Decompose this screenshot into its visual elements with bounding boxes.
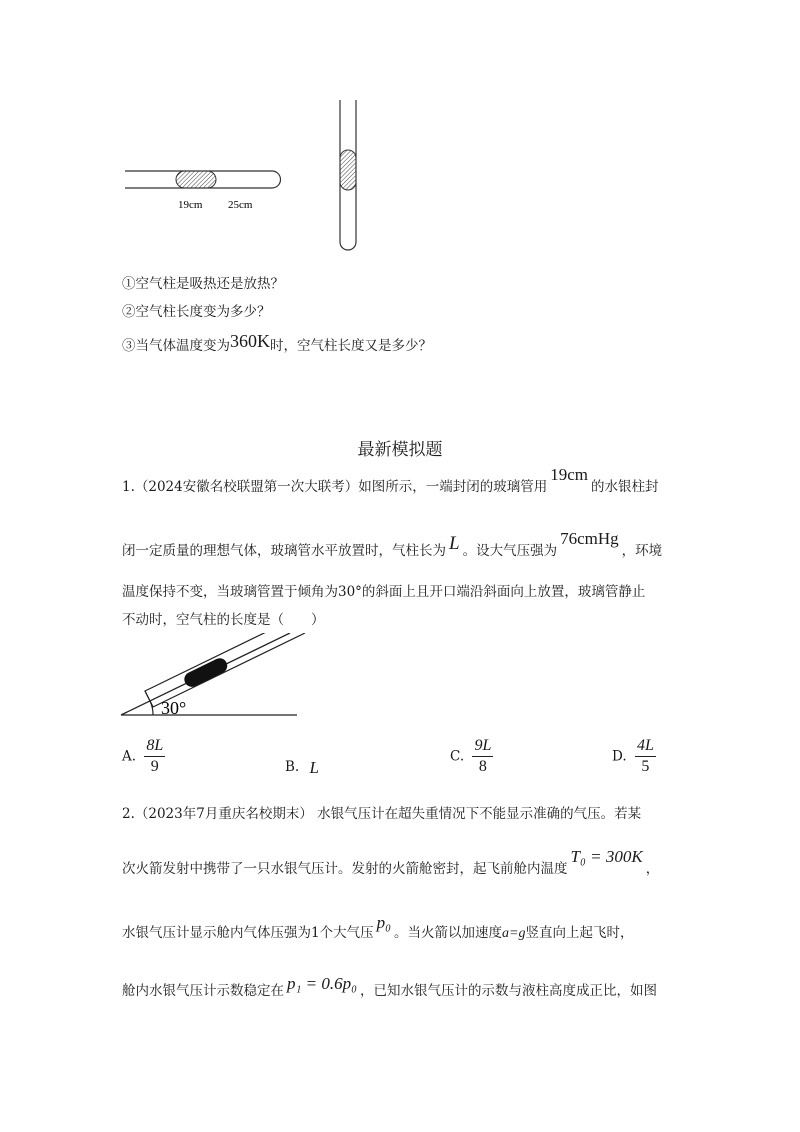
question-2: ②空气柱长度变为多少？ xyxy=(122,304,271,320)
question-3 xyxy=(122,331,432,356)
option-c-numerator: 9L xyxy=(472,736,493,757)
option-c-fraction xyxy=(472,736,493,777)
incline-figure xyxy=(115,633,305,723)
question-3-prefix: ③当气体温度变为 xyxy=(122,338,230,354)
problem-2-line-3-suffix: 竖直向上起飞时， xyxy=(525,925,634,941)
question-3-suffix: 时，空气柱长度又是多少？ xyxy=(270,338,432,354)
option-c[interactable] xyxy=(450,736,493,777)
problem-2-line-3-mid: 。当火箭以加速度 xyxy=(394,925,503,941)
cabin-pressure-formula: p₁ = 0.6p₀ xyxy=(287,974,358,993)
gas-length-variable: L xyxy=(449,533,460,554)
option-c-letter: C. xyxy=(450,748,465,765)
problem-1-line-1 xyxy=(122,465,659,497)
mercury-column xyxy=(176,171,216,188)
option-d-denominator: 5 xyxy=(641,758,650,775)
option-d-fraction xyxy=(635,736,656,777)
problem-2-line-1: 2.（2023年7月重庆名校期末） 水银气压计在超失重情况下不能显示准确的气压。若某 xyxy=(122,806,642,822)
problem-1-line-2-prefix: 闭一定质量的理想气体，玻璃管水平放置时，气柱长为 xyxy=(122,543,446,559)
problem-2-line-4-prefix: 舱内水银气压计示数稳定在 xyxy=(122,983,284,999)
problem-1-line-2-suffix: ，环境 xyxy=(621,543,663,559)
option-c-denominator: 8 xyxy=(478,758,487,775)
option-a-letter: A. xyxy=(122,748,137,765)
problem-1-line-2-mid: 。设大气压强为 xyxy=(462,543,558,559)
length-label-19cm: 19cm xyxy=(178,199,203,211)
problem-1-line-4: 不动时，空气柱的长度是（ ） xyxy=(122,612,325,628)
option-d[interactable] xyxy=(612,736,656,777)
problem-1-line-1-suffix: 的水银柱封 xyxy=(591,479,659,495)
atmospheric-pressure-value: 76cmHg xyxy=(560,529,619,548)
vertical-tube xyxy=(340,100,356,250)
problem-2-line-2-suffix: ， xyxy=(645,861,660,877)
option-a-denominator: 9 xyxy=(150,758,159,775)
incline-angle-label: 30° xyxy=(161,698,187,718)
temperature-value: 360K xyxy=(230,331,270,351)
problem-1-line-2 xyxy=(122,529,663,561)
mercury-column-vertical xyxy=(340,150,356,190)
atmospheric-pressure-symbol: p₀ xyxy=(376,913,392,932)
acceleration-formula: a=g xyxy=(502,926,526,941)
problem-2-line-2 xyxy=(122,847,660,879)
problem-2-line-4-suffix: ，已知水银气压计的示数与液柱高度成正比，如图 xyxy=(360,983,658,999)
option-d-letter: D. xyxy=(612,748,627,765)
problem-1-intro: 1.（2024安徽名校联盟第一次大联考）如图所示，一端封闭的玻璃管用 xyxy=(122,479,548,495)
option-b[interactable] xyxy=(285,756,319,777)
problem-2-line-3 xyxy=(122,913,634,944)
option-a-fraction xyxy=(144,736,165,777)
length-label-25cm: 25cm xyxy=(228,199,253,211)
problem-1-line-3: 温度保持不变，当玻璃管置于倾角为30°的斜面上且开口端沿斜面向上放置，玻璃管静止 xyxy=(122,584,646,600)
problem-2-line-3-prefix: 水银气压计显示舱内气体压强为1个大气压 xyxy=(122,925,374,941)
option-b-letter: B. xyxy=(285,759,300,775)
option-b-value: L xyxy=(309,758,319,777)
initial-temperature-formula: T₀ = 300K xyxy=(570,847,643,866)
option-d-numerator: 4L xyxy=(635,736,656,757)
option-a[interactable] xyxy=(122,736,165,777)
mercury-length-value: 19cm xyxy=(550,465,589,484)
problem-2-line-4 xyxy=(122,974,658,1001)
horizontal-tube xyxy=(125,171,281,188)
question-1: ①空气柱是吸热还是放热？ xyxy=(122,276,284,292)
section-title: 最新模拟题 xyxy=(357,440,443,460)
problem-2-line-2-prefix: 次火箭发射中携带了一只水银气压计。发射的火箭舱密封，起飞前舱内温度 xyxy=(122,861,568,877)
option-a-numerator: 8L xyxy=(144,736,165,757)
tubes-figure xyxy=(110,90,380,260)
